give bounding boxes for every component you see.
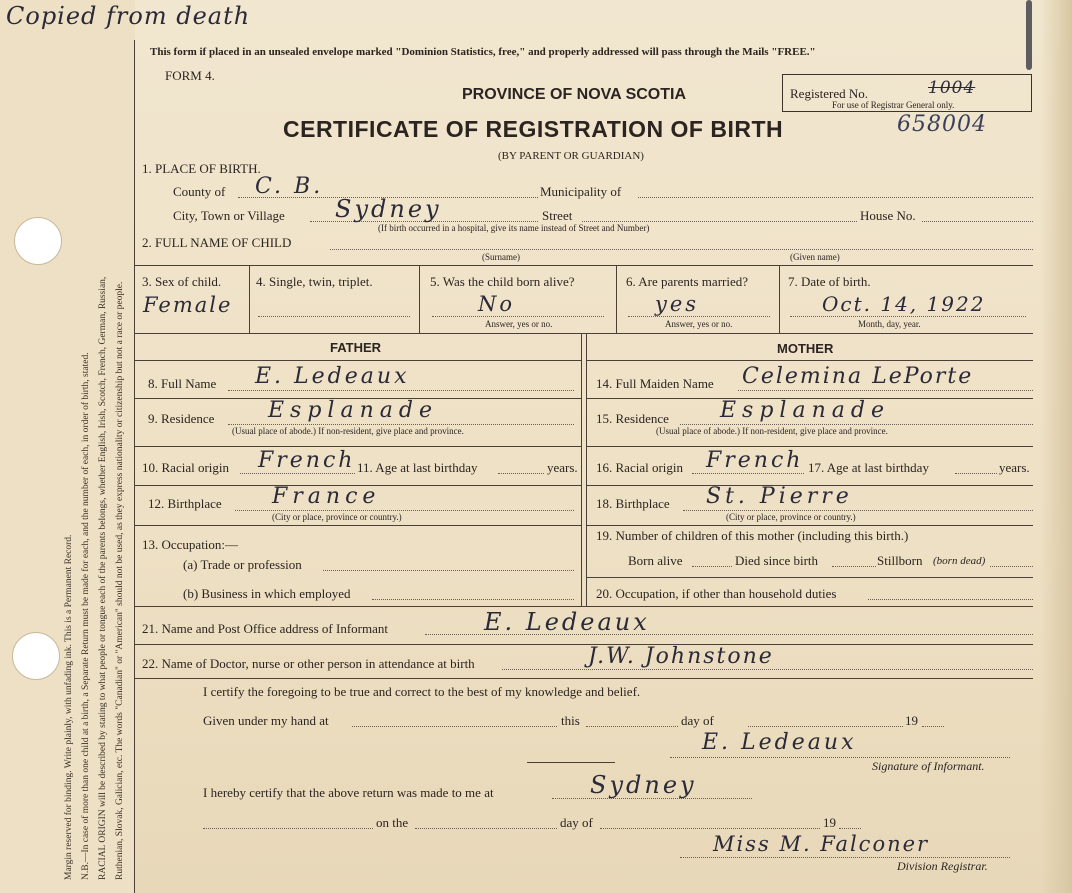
house-line	[922, 221, 1033, 222]
day-of-2-line	[600, 828, 820, 829]
born-alive-count-line	[692, 566, 732, 567]
given-under-label: Given under my hand at	[203, 713, 329, 728]
hereby-place-value: Sydney	[590, 771, 697, 799]
mother-name-value: Celemina LePorte	[742, 364, 974, 389]
informant-value: E. Ledeaux	[484, 608, 650, 636]
informant-signature: E. Ledeaux	[702, 730, 857, 755]
columns-bottom-rule	[135, 606, 1033, 607]
married-note: Answer, yes or no.	[665, 319, 733, 329]
father-residence-label: 9. Residence	[148, 411, 215, 426]
side-note-1: Margin reserved for binding. Write plainly, with unfading ink. This is a Permanent Record.	[64, 534, 74, 880]
mother-birthplace-note: (City or place, province or country.)	[726, 512, 856, 522]
father-name-line	[228, 390, 574, 391]
attendant-value: J.W. Johnstone	[588, 644, 774, 669]
father-name-value: E. Ledeaux	[255, 364, 410, 389]
year-label: 19	[905, 713, 918, 728]
date-line	[790, 316, 1026, 317]
form-number: FORM 4.	[165, 68, 215, 83]
father-age-label: 11. Age at last birthday	[357, 460, 478, 475]
municipality-line	[638, 197, 1033, 198]
right-edge-shadow	[1040, 0, 1072, 893]
father-birthplace-line	[235, 510, 574, 511]
registrar-signature-label: Division Registrar.	[897, 859, 988, 873]
father-heading: FATHER	[330, 340, 382, 355]
mother-age-label: 17. Age at last birthday	[808, 460, 929, 475]
father-age-line	[498, 473, 544, 474]
father-racial-line	[240, 473, 355, 474]
row3-bottom-rule	[135, 333, 1033, 334]
parents-married-label: 6. Are parents married?	[626, 274, 749, 289]
year-2-line	[839, 828, 861, 829]
parents-married-value: yes	[655, 292, 700, 316]
certificate-title: CERTIFICATE OF REGISTRATION OF BIRTH	[283, 116, 784, 142]
born-alive-count-label: Born alive	[628, 553, 683, 568]
province-heading: PROVINCE OF NOVA SCOTIA	[462, 86, 687, 103]
given-name-note: (Given name)	[790, 252, 840, 262]
mother-name-label: 14. Full Maiden Name	[596, 376, 714, 391]
single-line	[258, 316, 410, 317]
row3-top-rule	[135, 265, 1033, 266]
punch-hole-bottom	[12, 632, 60, 680]
mother-occupation-line	[868, 599, 1033, 600]
mother-row-rule-5	[587, 577, 1033, 578]
side-note-2: N.B.—In case of more than one child at a birth, a Separate Return must be made for each, and the number of each, in order of birth, stated.	[81, 352, 91, 880]
section22-rule	[135, 678, 1033, 679]
single-twin-label: 4. Single, twin, triplet.	[256, 274, 373, 289]
attendant-label: 22. Name of Doctor, nurse or other person in attendance at birth	[142, 656, 475, 671]
mother-birthplace-value: St. Pierre	[706, 484, 853, 509]
mother-racial-label: 16. Racial origin	[596, 460, 684, 475]
died-line	[832, 566, 876, 567]
day-of-label: day of	[681, 713, 714, 728]
mother-years-label: years.	[999, 460, 1030, 475]
row3-div2	[419, 266, 420, 333]
side-note-4: Ruthenian, Slovak, Galician, etc. The words "Canadian" or "American" should not be used, as they express nationality or citizenship but not a race or people.	[115, 281, 125, 880]
on-the-pre-line	[203, 828, 373, 829]
mother-birthplace-line	[683, 510, 1033, 511]
father-racial-value: French	[258, 448, 356, 473]
municipality-label: Municipality of	[540, 184, 622, 199]
county-value: C. B.	[255, 174, 324, 199]
born-alive-value: No	[478, 292, 516, 316]
mother-heading: MOTHER	[777, 341, 834, 356]
heading-rule-right	[587, 360, 1033, 361]
registrar-signature: Miss M. Falconer	[713, 832, 930, 856]
heading-rule-left	[135, 360, 581, 361]
row3-div3	[616, 266, 617, 333]
city-label: City, Town or Village	[173, 208, 285, 223]
father-residence-value: Esplanade	[268, 398, 438, 423]
mother-children-label: 19. Number of children of this mother (including this birth.)	[596, 528, 909, 543]
father-years-label: years.	[547, 460, 578, 475]
child-name-line	[330, 249, 1033, 250]
died-since-birth-label: Died since birth	[735, 553, 819, 568]
father-birthplace-label: 12. Birthplace	[148, 496, 222, 511]
surname-note: (Surname)	[482, 252, 520, 262]
side-note-3: RACIAL ORIGIN will be described by stating to what people or tongue each of the parents belongs, whether English, Irish, Scotch, French, German, Russian,	[98, 276, 108, 880]
married-line	[628, 316, 770, 317]
informant-label: 21. Name and Post Office address of Informant	[142, 621, 388, 636]
father-business-line	[372, 599, 574, 600]
born-alive-label: 5. Was the child born alive?	[430, 274, 575, 289]
father-res-line	[228, 424, 574, 425]
year-2-label: 19	[823, 815, 836, 830]
father-residence-note: (Usual place of abode.) If non-resident, give place and province.	[232, 426, 464, 436]
on-the-line	[415, 828, 557, 829]
sex-label: 3. Sex of child.	[142, 274, 222, 289]
born-dead-note: (born dead)	[933, 555, 986, 567]
margin-rule	[134, 40, 135, 893]
certify-text: I certify the foregoing to be true and correct to the best of my knowledge and belief.	[203, 684, 641, 699]
row3-div1	[249, 266, 250, 333]
mother-occupation-label: 20. Occupation, if other than household duties	[596, 586, 837, 601]
hospital-note: (If birth occurred in a hospital, give its name instead of Street and Number)	[378, 223, 650, 233]
certificate-subtitle: (BY PARENT OR GUARDIAN)	[498, 150, 644, 162]
year-line	[922, 726, 944, 727]
father-trade-line	[323, 570, 574, 571]
father-row-rule-4	[135, 525, 581, 526]
informant-signature-label: Signature of Informant.	[872, 759, 985, 773]
father-birthplace-note: (City or place, province or country.)	[272, 512, 402, 522]
mother-residence-value: Esplanade	[720, 398, 890, 423]
mother-age-line	[955, 473, 997, 474]
punch-hole-top	[14, 217, 62, 265]
place-of-birth-label: 1. PLACE OF BIRTH.	[142, 161, 261, 176]
born-alive-note: Answer, yes or no.	[485, 319, 553, 329]
attendant-line	[502, 669, 1033, 670]
date-note: Month, day, year.	[858, 319, 921, 329]
hereby-certify-label: I hereby certify that the above return was made to me at	[203, 785, 494, 800]
street-label: Street	[542, 208, 573, 223]
day-of-line	[748, 726, 903, 727]
short-divider	[527, 762, 615, 763]
margin-handwritten-note: Copied from death	[6, 2, 251, 30]
stamped-number: 658004	[897, 112, 987, 137]
column-divider-2	[586, 334, 587, 606]
mother-birthplace-label: 18. Birthplace	[596, 496, 670, 511]
stillborn-line	[990, 566, 1033, 567]
column-divider	[581, 334, 582, 606]
right-edge-mark	[1026, 0, 1032, 70]
father-row-rule-2	[135, 446, 581, 447]
mother-residence-note: (Usual place of abode.) If non-resident, give place and province.	[656, 426, 888, 436]
date-of-birth-value: Oct. 14, 1922	[822, 292, 986, 316]
row3-div4	[779, 266, 780, 333]
day-of-2-label: day of	[560, 815, 593, 830]
postal-note: This form if placed in an unsealed envelope marked "Dominion Statistics, free," and properly addressed will pass through the Mails "FREE."	[150, 46, 816, 58]
house-label: House No.	[860, 208, 916, 223]
registered-value: 1004	[928, 78, 976, 98]
informant-signature-line	[670, 757, 1010, 758]
child-name-label: 2. FULL NAME OF CHILD	[142, 235, 292, 250]
father-name-label: 8. Full Name	[148, 376, 217, 391]
father-racial-label: 10. Racial origin	[142, 460, 230, 475]
on-the-label: on the	[376, 815, 409, 830]
mother-racial-value: French	[706, 448, 804, 473]
street-line	[582, 221, 857, 222]
county-label: County of	[173, 184, 226, 199]
mother-row-rule-2	[587, 446, 1033, 447]
stillborn-label: Stillborn	[877, 553, 923, 568]
registrar-signature-line	[680, 857, 1010, 858]
date-of-birth-label: 7. Date of birth.	[788, 274, 871, 289]
father-business-label: (b) Business in which employed	[183, 586, 351, 601]
father-occupation-label: 13. Occupation:—	[142, 537, 239, 552]
registrar-note: For use of Registrar General only.	[832, 100, 955, 110]
given-place-line	[352, 726, 557, 727]
mother-racial-line	[692, 473, 804, 474]
this-label: this	[561, 713, 580, 728]
mother-res-line	[680, 424, 1033, 425]
section21-rule	[135, 644, 1033, 645]
born-alive-line	[432, 316, 604, 317]
mother-row-rule-4	[587, 525, 1033, 526]
father-birthplace-value: France	[272, 484, 381, 509]
father-trade-label: (a) Trade or profession	[183, 557, 302, 572]
mother-residence-label: 15. Residence	[596, 411, 669, 426]
mother-name-line	[738, 390, 1033, 391]
city-value: Sydney	[335, 195, 442, 223]
this-line	[586, 726, 678, 727]
sex-value: Female	[143, 293, 233, 317]
registered-label: Registered No.	[790, 86, 868, 101]
